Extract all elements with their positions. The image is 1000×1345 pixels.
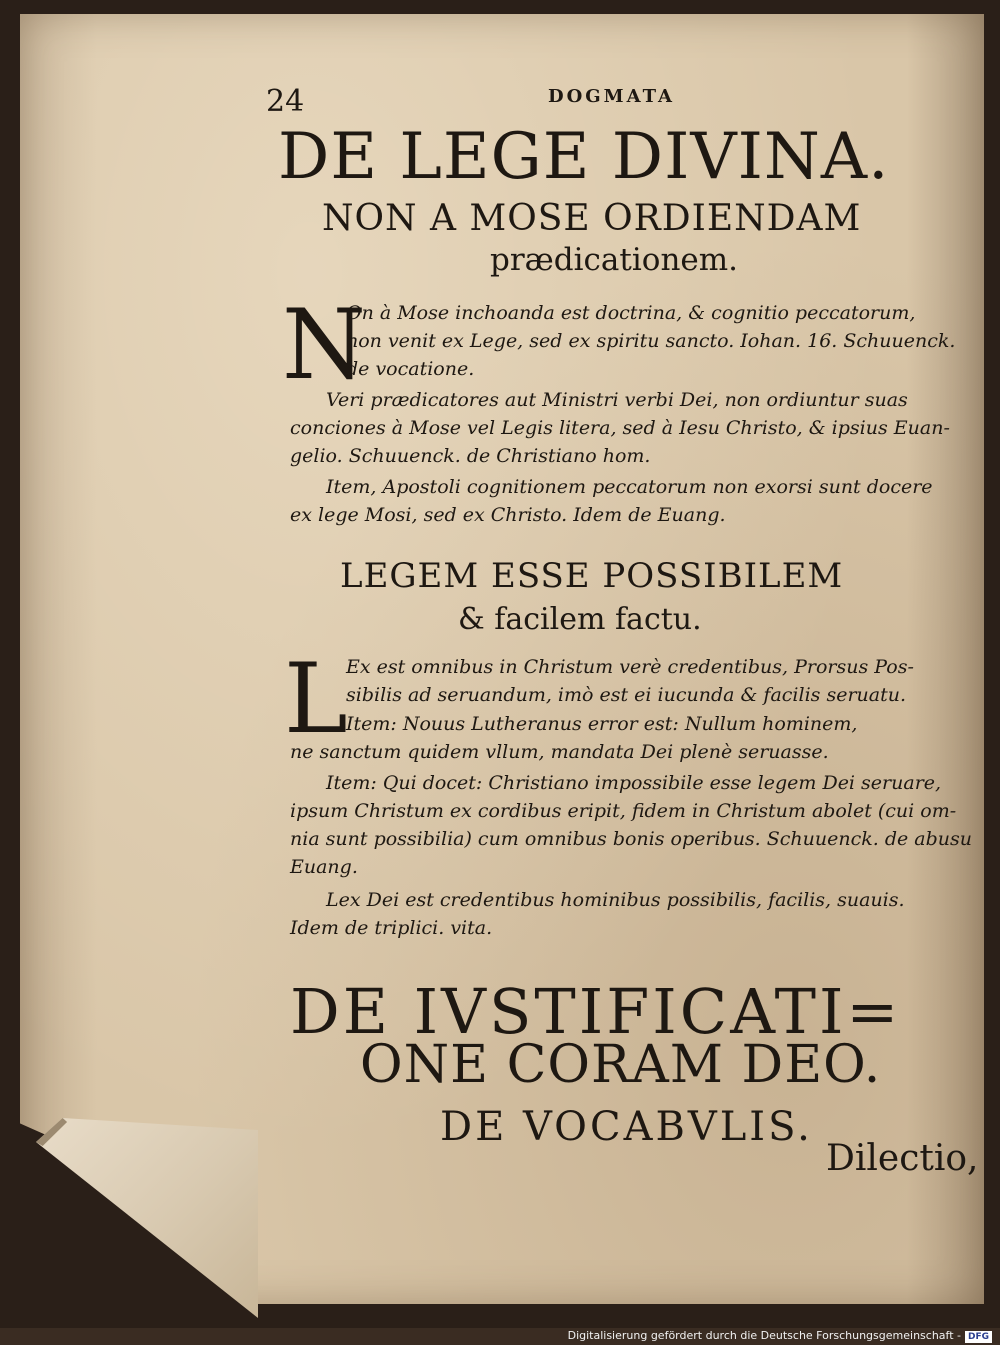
- text-line: Veri prædicatores aut Ministri verbi Dei, non ordiuntur suas: [326, 389, 908, 411]
- catchword: Dilectio,: [826, 1138, 979, 1179]
- text-line: Item, Apostoli cognitionem peccatorum non exorsi sunt docere: [326, 476, 933, 498]
- digitization-footer: [568, 1329, 992, 1343]
- drop-cap-l: L: [284, 643, 348, 755]
- section-heading-1: NON A MOSE ORDIENDAM: [322, 198, 862, 239]
- text-line: gelio. Schuuenck. de Christiano hom.: [290, 445, 651, 467]
- section-heading-3: DE IVSTIFICATI=: [290, 975, 902, 1048]
- dfg-logo: DFG: [965, 1331, 992, 1343]
- subsection-heading: DE VOCABVLIS.: [440, 1104, 813, 1150]
- section-subheading-1: prædicationem.: [490, 242, 738, 278]
- text-line: Lex Dei est credentibus hominibus possibilis, facilis, suauis.: [326, 889, 905, 911]
- text-line: ex lege Mosi, sed ex Christo. Idem de Euang.: [290, 504, 726, 526]
- section-heading-2: LEGEM ESSE POSSIBILEM: [340, 556, 844, 596]
- text-line: de vocatione.: [346, 358, 475, 380]
- section-subheading-2: & facilem factu.: [458, 602, 702, 637]
- page-number: 24: [266, 84, 305, 119]
- text-line: Euang.: [290, 856, 358, 878]
- text-line: Item: Qui docet: Christiano impossibile esse legem Dei seruare,: [326, 772, 942, 794]
- text-line: nia sunt possibilia) cum omnibus bonis operibus. Schuuenck. de abusu: [290, 828, 973, 850]
- text-line: conciones à Mose vel Legis litera, sed à Iesu Christo, & ipsius Euan-: [290, 417, 950, 439]
- text-line: Ex est omnibus in Christum verè credentibus, Prorsus Pos-: [346, 656, 914, 678]
- text-line: Idem de triplici. vita.: [290, 917, 493, 939]
- text-line: Item: Nouus Lutheranus error est: Nullum hominem,: [346, 713, 858, 735]
- text-line: ipsum Christum ex cordibus eripit, fidem in Christum abolet (cui om-: [290, 800, 957, 822]
- text-line: On à Mose inchoanda est doctrina, & cognitio peccatorum,: [346, 302, 916, 324]
- text-line: ne sanctum quidem vllum, mandata Dei plenè seruasse.: [290, 741, 829, 763]
- drop-cap-n: N: [282, 289, 366, 401]
- text-line: sibilis ad seruandum, imò est ei iucunda & facilis seruatu.: [346, 684, 906, 706]
- footer-text: Digitalisierung gefördert durch die Deutsche Forschungsgemeinschaft -: [567, 1329, 961, 1342]
- text-line: non venit ex Lege, sed ex spiritu sancto. Iohan. 16. Schuuenck.: [346, 330, 956, 352]
- running-head: DOGMATA: [548, 86, 675, 107]
- section-heading-3-cont: ONE CORAM DEO.: [360, 1035, 882, 1095]
- page-title: DE LEGE DIVINA.: [278, 120, 890, 194]
